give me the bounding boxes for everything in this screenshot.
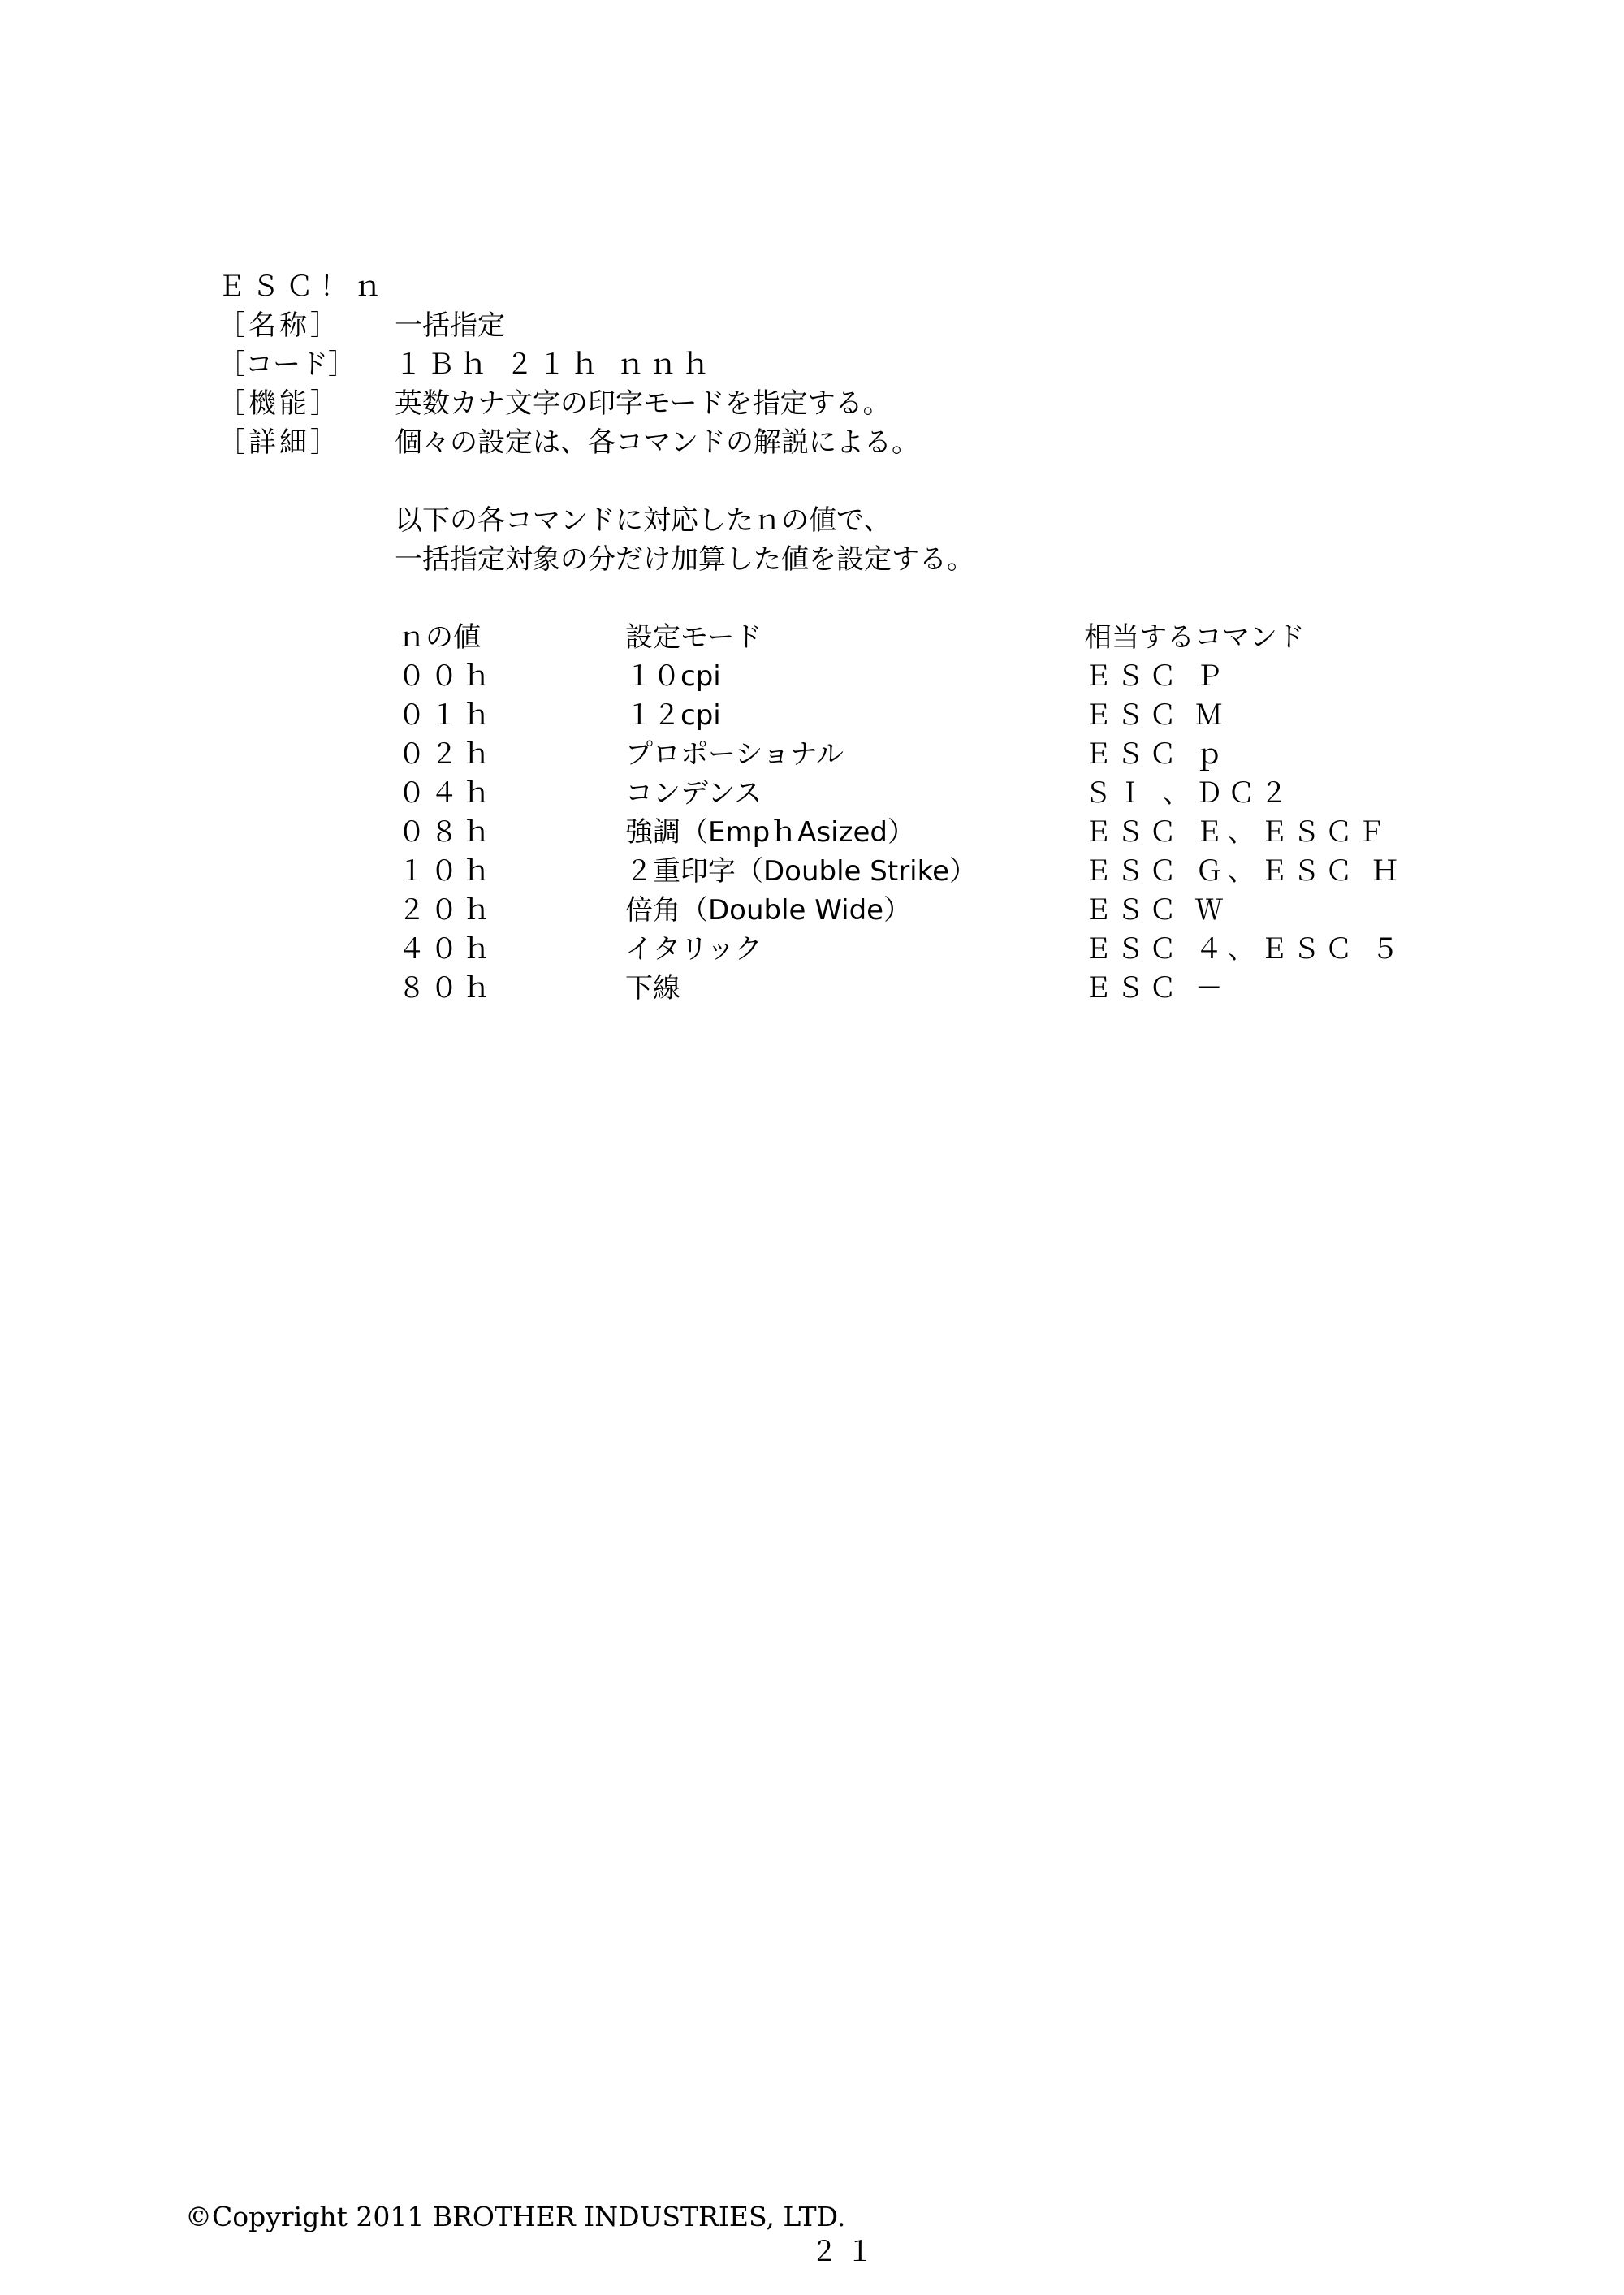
field-label-code: ［コード］ <box>218 348 356 381</box>
table-cell-mode: プロポーショナル <box>625 738 844 771</box>
field-label-function: ［機能］ <box>218 387 341 420</box>
field-value-name: 一括指定 <box>395 309 505 342</box>
description-line-1: 以下の各コマンドに対応したｎの値で、 <box>395 504 892 537</box>
page-number: ２１ <box>810 2236 882 2268</box>
copyright-notice: ©Copyright 2011 BROTHER INDUSTRIES, LTD. <box>185 2201 846 2232</box>
table-cell-command: ＳＩ 、ＤＣ２ <box>1084 777 1293 810</box>
table-cell-command: ＥＳＣ Ｅ、ＥＳＣＦ <box>1084 816 1390 849</box>
table-cell-value: １０ｈ <box>398 855 495 888</box>
table-cell-mode: １０cpi <box>625 660 721 693</box>
field-value-code: １Ｂｈ ２１ｈ ｎｎｈ <box>395 348 715 381</box>
table-cell-mode: １２cpi <box>625 699 721 732</box>
table-cell-value: ２０ｈ <box>398 894 495 927</box>
table-cell-mode: ２重印字（Double Strike） <box>625 855 978 888</box>
table-cell-mode: 下線 <box>625 972 680 1005</box>
command-heading: ＥＳＣ！ｎ <box>218 270 388 303</box>
field-value-detail: 個々の設定は、各コマンドの解説による。 <box>395 426 919 459</box>
field-label-name: ［名称］ <box>218 309 341 342</box>
table-cell-mode: コンデンス <box>625 777 762 810</box>
table-cell-mode: 強調（EmpｈAsized） <box>625 816 915 849</box>
table-header-value: ｎの値 <box>398 621 481 654</box>
table-cell-mode: 倍角（Double Wide） <box>625 894 912 927</box>
table-cell-value: ８０ｈ <box>398 972 495 1005</box>
table-cell-value: ０１ｈ <box>398 699 495 732</box>
table-header-mode: 設定モード <box>625 621 762 654</box>
table-cell-command: ＥＳＣ ｐ <box>1084 738 1228 771</box>
table-cell-mode: イタリック <box>625 933 762 966</box>
table-cell-value: ０２ｈ <box>398 738 495 771</box>
table-cell-value: ０８ｈ <box>398 816 495 849</box>
table-header-command: 相当するコマンド <box>1084 621 1305 654</box>
table-cell-command: ＥＳＣ Ｐ <box>1084 660 1228 693</box>
field-value-function: 英数カナ文字の印字モードを指定する。 <box>395 387 891 420</box>
table-cell-command: ＥＳＣ Ｍ <box>1084 699 1228 732</box>
table-cell-command: ＥＳＣ Ｇ、ＥＳＣ Ｈ <box>1084 855 1404 888</box>
table-cell-command: ＥＳＣ － <box>1084 972 1228 1005</box>
description-line-2: 一括指定対象の分だけ加算した値を設定する。 <box>395 543 974 576</box>
table-cell-value: ００ｈ <box>398 660 495 693</box>
field-label-detail: ［詳細］ <box>218 426 341 459</box>
table-cell-value: ０４ｈ <box>398 777 495 810</box>
table-cell-command: ＥＳＣ Ｗ <box>1084 894 1228 927</box>
table-cell-command: ＥＳＣ ４、ＥＳＣ ５ <box>1084 933 1404 966</box>
table-cell-value: ４０ｈ <box>398 933 495 966</box>
